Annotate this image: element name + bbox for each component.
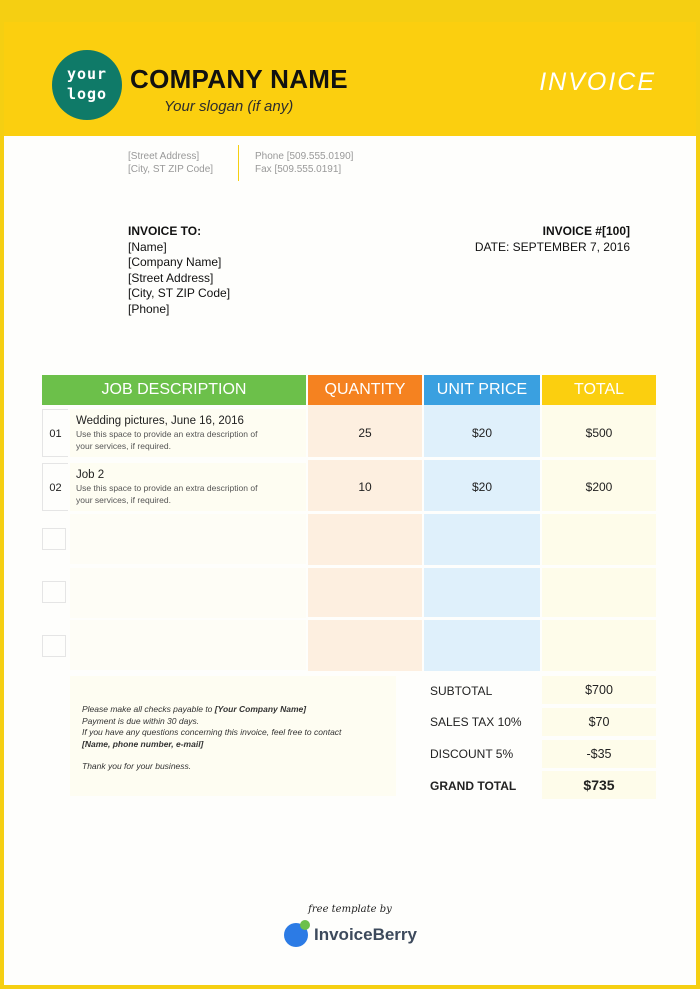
company-city: [City, ST ZIP Code] (128, 164, 214, 175)
row-quantity: 10 (358, 480, 372, 494)
invoice-number: INVOICE #[100] (542, 224, 630, 238)
grand-total-label: GRAND TOTAL (430, 779, 517, 793)
company-address (128, 150, 213, 176)
tax-value: $70 (542, 708, 656, 736)
empty-row-description (70, 620, 306, 670)
empty-row-description (70, 568, 306, 618)
row-separator (42, 457, 656, 460)
notes-company-name: [Your Company Name] (214, 704, 307, 714)
row-quantity: 25 (358, 426, 372, 440)
job-desc-line: your services, if required. (76, 495, 171, 505)
discount-label: DISCOUNT 5% (430, 747, 514, 761)
job-desc-line: your services, if required. (76, 441, 171, 451)
logo-text-line2: logo (66, 85, 108, 103)
empty-row-description (70, 514, 306, 564)
subtotal-label: SUBTOTAL (430, 684, 493, 698)
table-row-description (70, 409, 306, 457)
company-fax: Fax [509.555.0191] (255, 164, 342, 175)
header-unit-price: UNIT PRICE (424, 375, 540, 405)
table-row-description (70, 463, 306, 511)
header-job-description: JOB DESCRIPTION (42, 375, 306, 405)
empty-row-number (42, 581, 66, 603)
bill-to-phone: [Phone] (128, 301, 170, 316)
bill-to-block (128, 224, 230, 317)
invoice-date: DATE: SEPTEMBER 7, 2016 (474, 239, 630, 254)
company-name: COMPANY NAME (130, 64, 348, 94)
row-number: 01 (42, 409, 68, 457)
empty-row-number (42, 528, 66, 550)
company-street: [Street Address] (128, 151, 200, 162)
job-desc-line: Use this space to provide an extra description of (76, 429, 258, 439)
tax-label: SALES TAX 10% (430, 715, 522, 729)
notes-line3: If you have any questions concerning this invoice, feel free to contact (82, 727, 342, 737)
notes-payable-text: Please make all checks payable to (82, 704, 215, 714)
notes-line4 (82, 739, 396, 751)
subtotal-value: $700 (542, 676, 656, 704)
company-contact (255, 150, 353, 176)
row-number: 02 (42, 463, 68, 511)
job-title: Job 2 (76, 469, 105, 481)
invoiceberry-logo-icon (284, 923, 308, 947)
notes-contact-info: [Name, phone number, e-mail] (82, 738, 204, 749)
payment-notes (70, 676, 396, 796)
job-desc-line: Use this space to provide an extra description of (76, 483, 258, 493)
logo-text-line1: your (66, 65, 108, 83)
row-total: $200 (585, 480, 613, 494)
brand-name: InvoiceBerry (314, 925, 417, 944)
footer-brand[interactable] (284, 922, 417, 948)
bill-to-street: [Street Address] (128, 270, 214, 285)
job-title: Wedding pictures, June 16, 2016 (76, 415, 244, 427)
address-divider (238, 145, 239, 181)
footer-caption: free template by (308, 904, 392, 915)
empty-row-number (42, 635, 66, 657)
bill-to-city: [City, ST ZIP Code] (128, 286, 231, 300)
header-total: TOTAL (542, 375, 656, 405)
grand-total-value: $735 (542, 771, 656, 799)
header-quantity: QUANTITY (308, 375, 422, 405)
notes-thanks: Thank you for your business. (82, 761, 192, 771)
bill-to-name: [Name] (128, 239, 167, 254)
bill-to-label: INVOICE TO: (128, 224, 202, 238)
company-slogan: Your slogan (if any) (164, 98, 294, 115)
row-unit-price: $20 (471, 480, 493, 494)
row-unit-price: $20 (471, 426, 493, 440)
discount-value: -$35 (542, 740, 656, 768)
row-total: $500 (585, 426, 613, 440)
company-phone: Phone [509.555.0190] (255, 151, 354, 162)
bill-to-company: [Company Name] (128, 255, 222, 269)
notes-line1 (82, 704, 396, 716)
invoice-meta (475, 224, 630, 255)
company-logo (52, 50, 122, 120)
document-title: INVOICE (539, 68, 656, 96)
notes-line2: Payment is due within 30 days. (82, 715, 200, 726)
